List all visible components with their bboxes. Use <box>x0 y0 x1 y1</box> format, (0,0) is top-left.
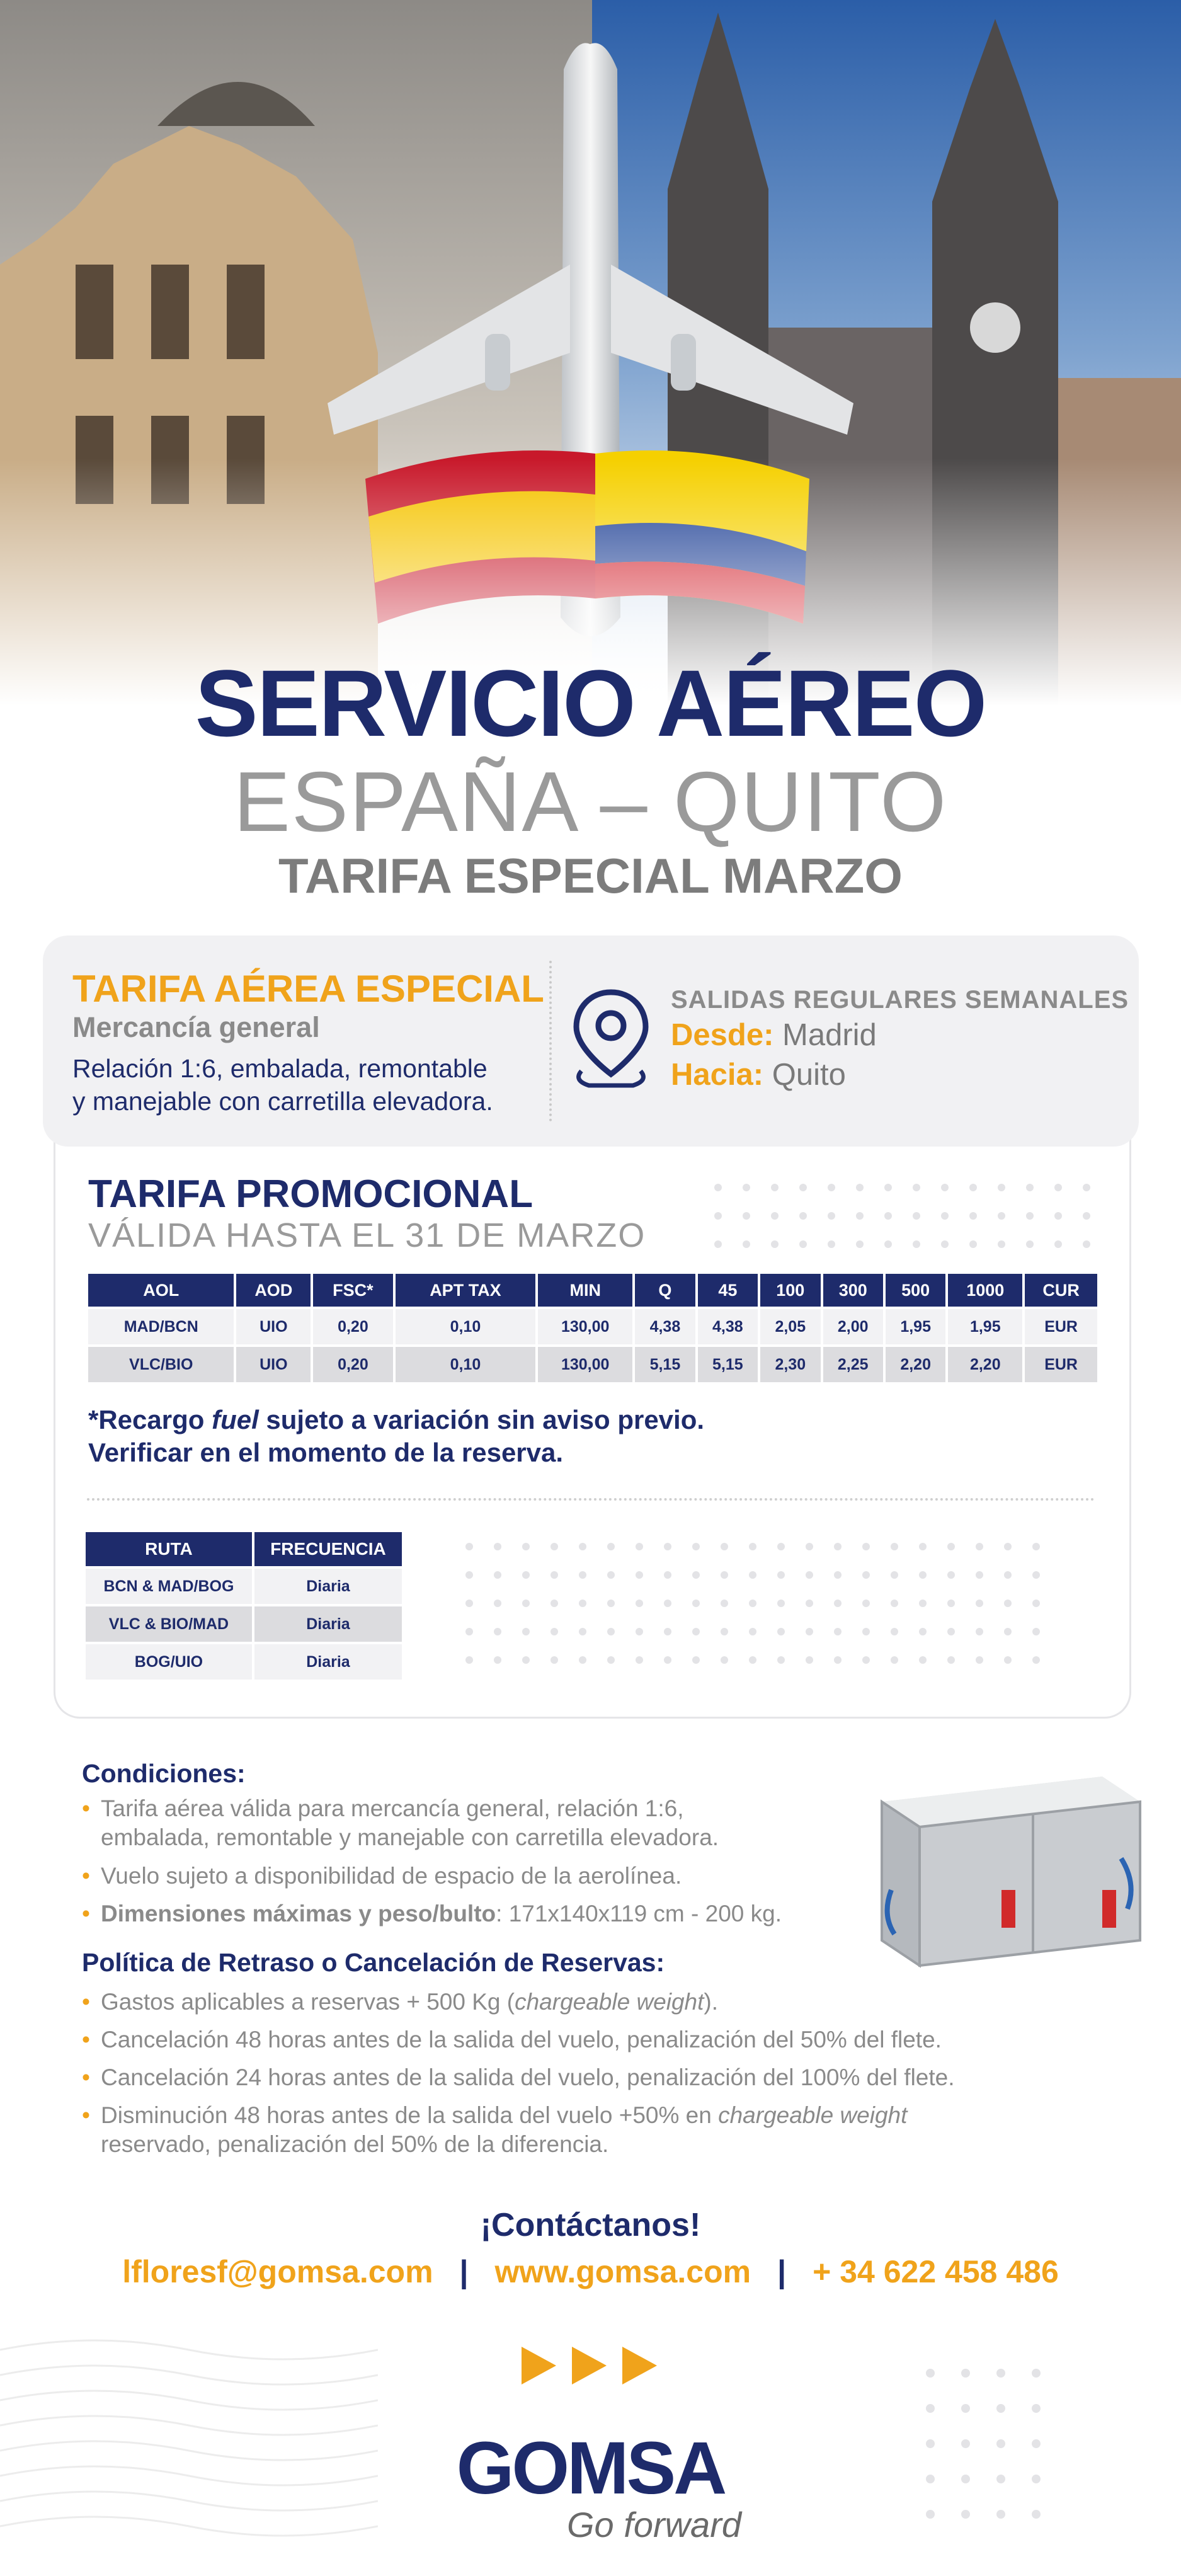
website-link[interactable]: www.gomsa.com <box>494 2254 751 2289</box>
destination <box>671 1057 846 1092</box>
policy-text: Disminución 48 horas antes de la salida del vuelo +50% en <box>101 2102 719 2128</box>
policy-text: ). <box>704 1989 719 2015</box>
table-cell: 2,20 <box>948 1347 1022 1382</box>
rates-header-cell: AOL <box>88 1274 234 1307</box>
table-cell: VLC & BIO/MAD <box>86 1606 252 1642</box>
origin-label: Desde: <box>671 1018 774 1052</box>
policy-italic: chargeable weight <box>515 1989 704 2015</box>
frequency-header-cell: RUTA <box>86 1532 252 1566</box>
policy-item <box>82 2063 955 2092</box>
policy-item <box>82 2025 942 2054</box>
policy-text: Gastos aplicables a reservas + 500 Kg ( <box>101 1989 515 2015</box>
hero-title: SERVICIO AÉREO <box>195 650 986 756</box>
forward-arrows-icon <box>522 2344 660 2388</box>
destination-label: Hacia: <box>671 1058 764 1092</box>
contact-links <box>0 2253 1181 2290</box>
table-row <box>86 1606 402 1642</box>
table-cell: BOG/UIO <box>86 1644 252 1680</box>
bullet-icon: • <box>82 2102 90 2128</box>
note-fuel: fuel <box>212 1405 259 1434</box>
cargo-category: Mercancía general <box>72 1011 320 1043</box>
table-cell: BCN & MAD/BOG <box>86 1569 252 1604</box>
rates-header-cell: MIN <box>538 1274 632 1307</box>
table-cell: Diaria <box>254 1644 402 1680</box>
condition-item <box>82 1862 682 1891</box>
condition-line: Tarifa aérea válida para mercancía general, relación 1:6, <box>101 1795 684 1821</box>
rates-header-cell: 500 <box>886 1274 945 1307</box>
rates-header-cell: CUR <box>1025 1274 1097 1307</box>
hero-illustration <box>0 0 1181 706</box>
hero-subtitle: TARIFA ESPECIAL MARZO <box>278 848 903 903</box>
hero-route: ESPAÑA – QUITO <box>233 754 948 849</box>
policy-italic: chargeable weight <box>718 2102 908 2128</box>
info-divider <box>549 961 552 1121</box>
condition-item <box>82 1794 719 1852</box>
bullet-icon: • <box>82 2064 90 2090</box>
table-cell: MAD/BCN <box>88 1309 234 1344</box>
note-line2: Verificar en el momento de la reserva. <box>88 1438 564 1467</box>
promo-title: TARIFA PROMOCIONAL <box>88 1172 533 1216</box>
condition-line <box>82 1899 782 1928</box>
note-suffix: sujeto a variación sin aviso previo. <box>258 1405 705 1434</box>
fuel-surcharge-note <box>88 1404 704 1469</box>
rates-header-cell: 300 <box>823 1274 883 1307</box>
table-cell: 5,15 <box>635 1347 695 1382</box>
separator: | <box>459 2254 469 2289</box>
condition-item <box>82 1899 782 1928</box>
rates-header-cell: 45 <box>698 1274 758 1307</box>
origin-value: Madrid <box>782 1018 877 1052</box>
table-cell: 0,20 <box>313 1309 393 1344</box>
table-cell: UIO <box>236 1309 311 1344</box>
table-cell: 4,38 <box>698 1309 758 1344</box>
table-cell: 130,00 <box>538 1347 632 1382</box>
table-cell: 0,10 <box>396 1347 536 1382</box>
table-cell: EUR <box>1025 1347 1097 1382</box>
table-cell: Diaria <box>254 1606 402 1642</box>
table-cell: 0,20 <box>313 1347 393 1382</box>
bullet-icon: • <box>82 1863 90 1889</box>
origin <box>671 1017 877 1053</box>
contact-title: ¡Contáctanos! <box>480 2207 701 2243</box>
policy-item <box>82 1988 718 2017</box>
rates-header-cell: Q <box>635 1274 695 1307</box>
table-cell: EUR <box>1025 1309 1097 1344</box>
table-cell: 4,38 <box>635 1309 695 1344</box>
policy-line: Cancelación 24 horas antes de la salida del vuelo, penalización del 100% del flete. <box>101 2064 955 2090</box>
decorative-dot-grid <box>712 1181 1109 1263</box>
frequency-header-row <box>86 1532 402 1566</box>
rates-header-cell: APT TAX <box>396 1274 536 1307</box>
rates-table <box>86 1271 1100 1385</box>
rates-header-row <box>88 1274 1097 1307</box>
separator: | <box>777 2254 787 2289</box>
cargo-conditions <box>72 1052 551 1118</box>
rates-header-cell: FSC* <box>313 1274 393 1307</box>
phone-link[interactable]: + 34 622 458 486 <box>813 2254 1059 2289</box>
table-cell: 130,00 <box>538 1309 632 1344</box>
cargo-conditions-line1: Relación 1:6, embalada, remontable <box>72 1054 488 1083</box>
bullet-icon: • <box>82 1989 90 2015</box>
promo-validity: VÁLIDA HASTA EL 31 DE MARZO <box>88 1216 646 1254</box>
email-link[interactable]: lfloresf@gomsa.com <box>122 2254 433 2289</box>
policy-line: Cancelación 48 horas antes de la salida del vuelo, penalización del 50% del flete. <box>101 2027 942 2052</box>
policy-item <box>82 2101 907 2159</box>
bullet-icon: • <box>82 2027 90 2052</box>
table-row <box>88 1309 1097 1344</box>
dotted-divider <box>87 1498 1095 1501</box>
frequency-table <box>83 1530 404 1682</box>
rates-header-cell: AOD <box>236 1274 311 1307</box>
table-row <box>88 1347 1097 1382</box>
table-cell: 1,95 <box>948 1309 1022 1344</box>
table-cell: 1,95 <box>886 1309 945 1344</box>
table-cell: 2,20 <box>886 1347 945 1382</box>
cargo-conditions-line2: y manejable con carretilla elevadora. <box>72 1087 493 1116</box>
table-cell: 2,00 <box>823 1309 883 1344</box>
condition-bold: Dimensiones máximas y peso/bulto <box>101 1901 496 1926</box>
table-cell: VLC/BIO <box>88 1347 234 1382</box>
condition-rest: : 171x140x119 cm - 200 kg. <box>496 1901 782 1926</box>
decorative-dot-grid <box>463 1540 1049 1685</box>
rates-header-cell: 100 <box>760 1274 820 1307</box>
table-cell: 2,25 <box>823 1347 883 1382</box>
policy-line <box>82 2101 907 2130</box>
condition-line: embalada, remontable y manejable con carretilla elevadora. <box>101 1824 719 1850</box>
table-cell: UIO <box>236 1347 311 1382</box>
table-row <box>86 1569 402 1604</box>
conditions-title: Condiciones: <box>82 1759 246 1788</box>
policy-title: Política de Retraso o Cancelación de Reservas: <box>82 1948 665 1977</box>
bullet-icon: • <box>82 1795 90 1821</box>
weekly-departures-label: SALIDAS REGULARES SEMANALES <box>671 986 1129 1014</box>
note-prefix: *Recargo <box>88 1405 212 1434</box>
condition-line: Vuelo sujeto a disponibilidad de espacio de la aerolínea. <box>101 1863 682 1889</box>
policy-line <box>82 1988 718 2017</box>
destination-value: Quito <box>772 1058 846 1092</box>
rates-header-cell: 1000 <box>948 1274 1022 1307</box>
policy-line: reservado, penalización del 50% de la diferencia. <box>101 2131 609 2157</box>
table-cell: Diaria <box>254 1569 402 1604</box>
tariff-heading: TARIFA AÉREA ESPECIAL <box>72 968 544 1010</box>
frequency-header-cell: FRECUENCIA <box>254 1532 402 1566</box>
table-cell: 2,30 <box>760 1347 820 1382</box>
table-row <box>86 1644 402 1680</box>
air-cargo-container-image <box>844 1764 1153 1978</box>
table-cell: 2,05 <box>760 1309 820 1344</box>
gomsa-logo: GOMSA <box>456 2427 725 2510</box>
table-cell: 5,15 <box>698 1347 758 1382</box>
table-cell: 0,10 <box>396 1309 536 1344</box>
brand-tagline: Go forward <box>567 2505 741 2545</box>
bullet-icon: • <box>82 1901 90 1926</box>
location-pin-icon <box>564 986 658 1093</box>
